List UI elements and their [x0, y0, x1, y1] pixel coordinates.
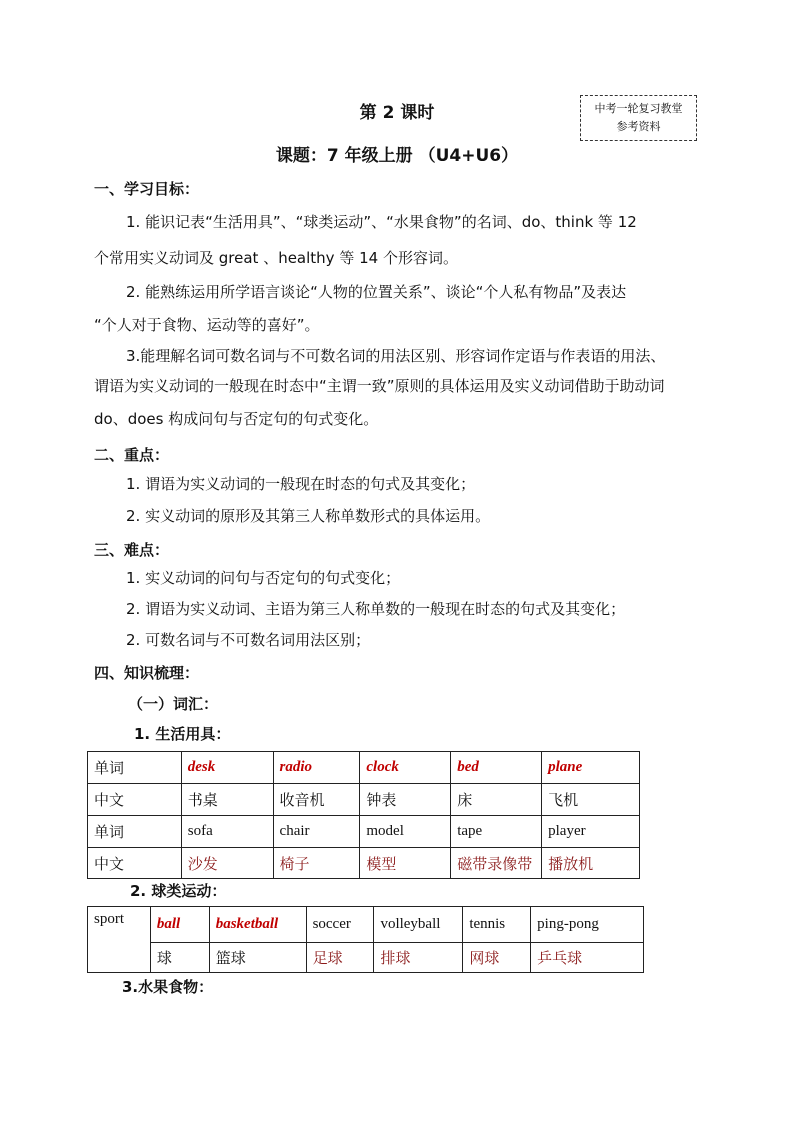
meaning-cell: 网球: [463, 943, 531, 973]
row-label: 中文: [88, 848, 182, 879]
meaning-cell: 篮球: [209, 943, 306, 973]
word-cell: clock: [360, 752, 451, 784]
meaning-cell: 乒乓球: [531, 943, 644, 973]
row-label: 中文: [88, 784, 182, 816]
row-label: 单词: [88, 816, 182, 848]
sub-heading-fruit-food: 3.水果食物：: [122, 978, 214, 996]
word-cell: basketball: [209, 907, 306, 943]
word-cell: model: [360, 816, 451, 848]
word-cell: ping-pong: [531, 907, 644, 943]
meaning-cell: 收音机: [273, 784, 360, 816]
word-cell: soccer: [306, 907, 374, 943]
goal-3-line-1: 3.能理解名词可数名词与不可数名词的用法区别、形容词作定语与作表语的用法、: [126, 347, 666, 365]
meaning-cell: 沙发: [181, 848, 273, 879]
word-cell: ball: [150, 907, 209, 943]
meaning-cell: 钟表: [360, 784, 451, 816]
word-cell: plane: [542, 752, 640, 784]
table-row: [88, 816, 640, 848]
knowledge-heading: 四、知识梳理：: [94, 664, 200, 682]
meaning-cell: 椅子: [273, 848, 360, 879]
table-row: [88, 943, 644, 973]
goal-2-line-1: 2. 能熟练运用所学语言谈论“人物的位置关系”、谈论“个人私有物品”及表达: [126, 283, 627, 301]
sub-heading-daily-items: 1. 生活用具：: [134, 725, 231, 743]
word-cell: chair: [273, 816, 360, 848]
sub-heading-ball-sports: 2. 球类运动：: [130, 882, 227, 900]
meaning-cell: 球: [150, 943, 209, 973]
goal-2-line-2: “个人对于食物、运动等的喜好”。: [94, 316, 320, 334]
meaning-cell: 磁带录像带: [451, 848, 542, 879]
vocab-heading: （一）词汇：: [128, 695, 219, 713]
subject-title: 课题：7 年级上册 （U4+U6）: [275, 146, 519, 166]
word-cell: volleyball: [374, 907, 463, 943]
difficulty-2: 2. 谓语为实义动词、主语为第三人称单数的一般现在时态的句式及其变化；: [126, 600, 626, 618]
word-cell: bed: [451, 752, 542, 784]
key-point-2: 2. 实义动词的原形及其第三人称单数形式的具体运用。: [126, 507, 491, 525]
stamp-line-1: 中考一轮复习教堂: [594, 102, 683, 115]
row-label: 单词: [88, 752, 182, 784]
table-row: [88, 848, 640, 879]
key-point-1: 1. 谓语为实义动词的一般现在时态的句式及其变化；: [126, 475, 476, 493]
lesson-title: 第 2 课时: [359, 103, 435, 123]
word-cell: tennis: [463, 907, 531, 943]
table-row: [88, 907, 644, 943]
table-row: [88, 752, 640, 784]
meaning-cell: 床: [451, 784, 542, 816]
daily-items-table: [87, 751, 640, 879]
word-cell: radio: [273, 752, 360, 784]
word-cell: desk: [181, 752, 273, 784]
difficulties-heading: 三、难点：: [94, 541, 170, 559]
goal-1-line-1: 1. 能识记表“生活用具”、“球类运动”、“水果食物”的名词、do、think 等 12: [126, 213, 637, 231]
difficulty-1: 1. 实义动词的问句与否定句的句式变化；: [126, 569, 401, 587]
meaning-cell: 播放机: [542, 848, 640, 879]
meaning-cell: 书桌: [181, 784, 273, 816]
difficulty-3: 2. 可数名词与不可数名词用法区别；: [126, 631, 371, 649]
row-label: sport: [88, 907, 151, 973]
word-cell: sofa: [181, 816, 273, 848]
word-cell: tape: [451, 816, 542, 848]
goal-3-line-2: 谓语为实义动词的一般现在时态中“主谓一致”原则的具体运用及实义动词借助于助动词: [94, 377, 665, 395]
goal-3-line-3: do、does 构成问句与否定句的句式变化。: [94, 410, 379, 428]
word-cell: player: [542, 816, 640, 848]
table-row: [88, 784, 640, 816]
goal-1-line-2: 个常用实义动词及 great 、healthy 等 14 个形容词。: [94, 249, 458, 267]
ball-sports-table: [87, 906, 644, 973]
meaning-cell: 飞机: [542, 784, 640, 816]
meaning-cell: 模型: [360, 848, 451, 879]
meaning-cell: 排球: [374, 943, 463, 973]
key-points-heading: 二、重点：: [94, 446, 170, 464]
meaning-cell: 足球: [306, 943, 374, 973]
stamp-line-2: 参考资料: [616, 120, 661, 133]
goals-heading: 一、学习目标：: [94, 180, 200, 198]
